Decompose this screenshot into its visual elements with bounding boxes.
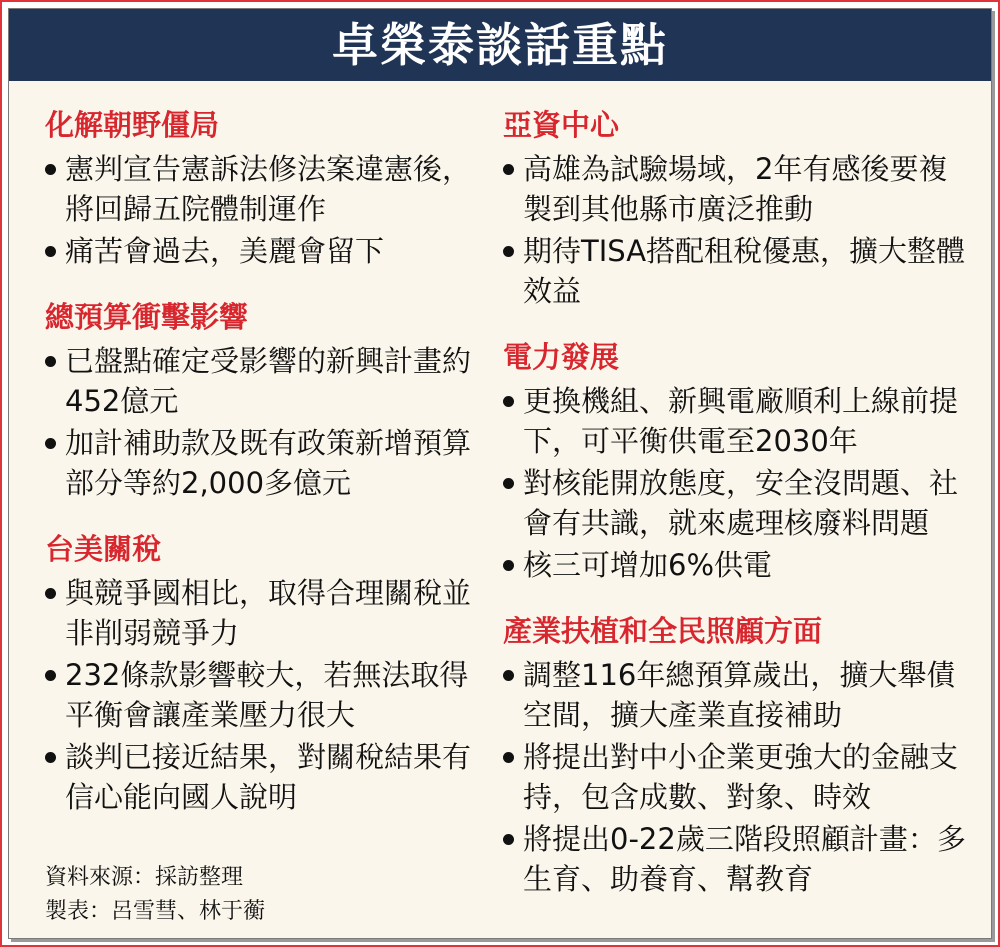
bullet-item: 對核能開放態度，安全沒問題、社會有共識，就來處理核廢料問題 [503, 463, 973, 543]
bullet-item: 憲判宣告憲訴法修法案違憲後，將回歸五院體制運作 [45, 149, 485, 229]
section-budget-impact [45, 297, 485, 503]
bullet-item: 談判已接近結果，對關稅結果有信心能向國人說明 [45, 737, 485, 817]
bullet-dot-icon [503, 670, 514, 681]
bullet-item: 加計補助款及既有政策新增預算部分等約2,000多億元 [45, 423, 485, 503]
section-heading: 總預算衝擊影響 [45, 300, 249, 334]
section-heading: 產業扶植和全民照顧方面 [503, 614, 823, 648]
credits-line: 製表：呂雪彗、林于蘅 [45, 899, 266, 924]
bullet-dot-icon [45, 438, 56, 449]
bullet-item: 調整116年總預算歲出，擴大舉債空間，擴大產業直接補助 [503, 655, 973, 735]
bullet-dot-icon [45, 356, 56, 367]
section-power-development [503, 337, 973, 585]
bullet-dot-icon [45, 246, 56, 257]
section-industry-and-welfare [503, 611, 973, 899]
bullet-dot-icon [45, 588, 56, 599]
bullet-dot-icon [503, 560, 514, 571]
bullet-dot-icon [503, 246, 514, 257]
section-us-tariffs [45, 529, 485, 817]
bullet-dot-icon [503, 752, 514, 763]
source-credits [45, 861, 265, 929]
info-panel [8, 8, 992, 939]
bullet-item: 更換機組、新興電廠順利上線前提下，可平衡供電至2030年 [503, 381, 973, 461]
bullet-dot-icon [503, 478, 514, 489]
bullet-item: 期待TISA搭配租稅優惠，擴大整體效益 [503, 231, 973, 311]
bullet-item: 與競爭國相比，取得合理關稅並非削弱競爭力 [45, 573, 485, 653]
bullet-dot-icon [503, 164, 514, 175]
left-column [45, 81, 485, 819]
section-heading: 亞資中心 [503, 108, 620, 142]
bullet-dot-icon [45, 670, 56, 681]
bullet-dot-icon [503, 396, 514, 407]
page-title: 卓榮泰談話重點 [9, 9, 991, 81]
bullet-item: 高雄為試驗場域，2年有感後要複製到其他縣市廣泛推動 [503, 149, 973, 229]
section-political-deadlock [45, 105, 485, 271]
section-heading: 化解朝野僵局 [45, 108, 220, 142]
bullet-item: 核三可增加6%供電 [503, 545, 973, 585]
section-asset-management-center [503, 105, 973, 311]
bullet-dot-icon [45, 164, 56, 175]
bullet-item: 將提出對中小企業更強大的金融支持，包含成數、對象、時效 [503, 737, 973, 817]
section-heading: 台美關稅 [45, 532, 162, 566]
bullet-item: 將提出0-22歲三階段照顧計畫：多生育、助養育、幫教育 [503, 819, 973, 899]
bullet-item: 已盤點確定受影響的新興計畫約452億元 [45, 341, 485, 421]
source-line: 資料來源：採訪整理 [45, 865, 244, 890]
bullet-dot-icon [503, 834, 514, 845]
bullet-item: 痛苦會過去，美麗會留下 [45, 231, 485, 271]
right-column [503, 81, 973, 901]
bullet-item: 232條款影響較大，若無法取得平衡會讓產業壓力很大 [45, 655, 485, 735]
bullet-dot-icon [45, 752, 56, 763]
section-heading: 電力發展 [503, 340, 620, 374]
